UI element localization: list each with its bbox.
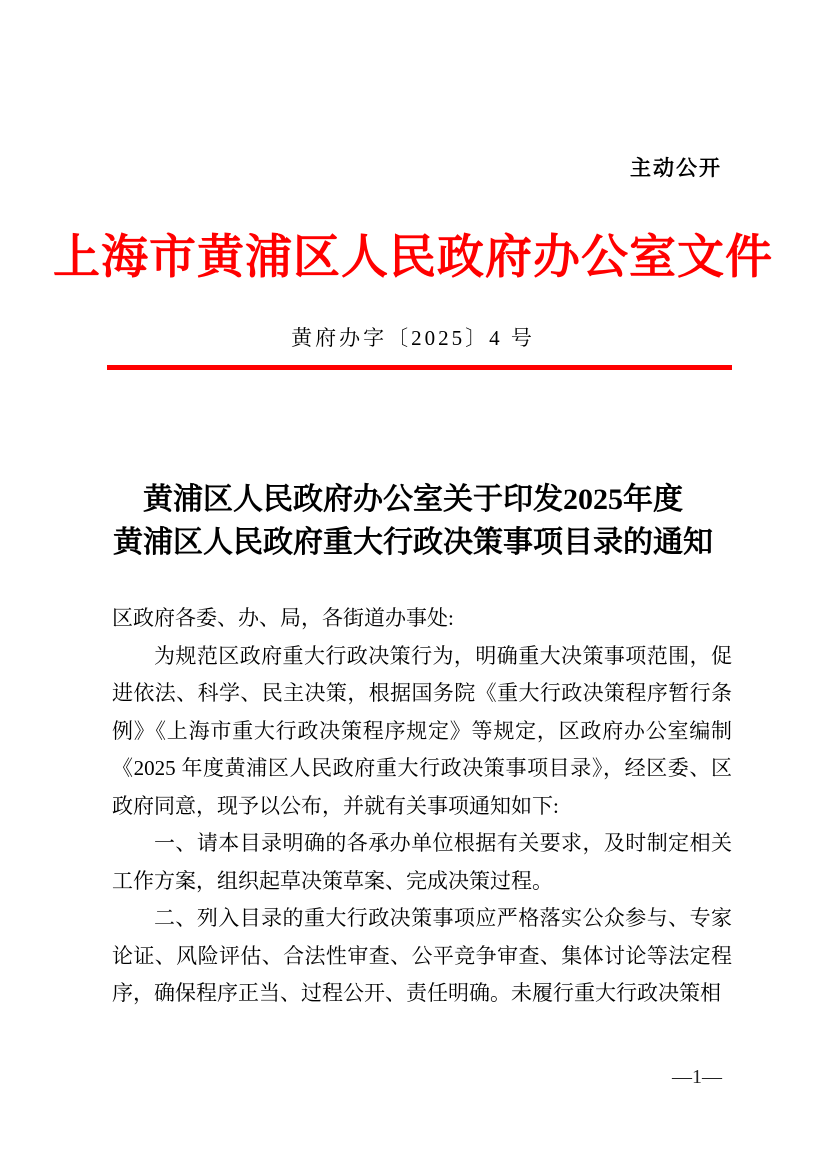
body-paragraph: 一、请本目录明确的各承办单位根据有关要求，及时制定相关工作方案，组织起草决策草案、完成决策过程。 xyxy=(112,831,732,893)
body-paragraph: 二、列入目录的重大行政决策事项应严格落实公众参与、专家论证、风险评估、合法性审查、公平竞争审查、集体讨论等法定程序，确保程序正当、过程公开、责任明确。未履行重大行政决策相 xyxy=(112,906,732,1005)
masthead-title: 上海市黄浦区人民政府办公室文件 xyxy=(53,232,773,284)
salutation-line: 区政府各委、办、局，各街道办事处: xyxy=(112,606,454,630)
classification-marking: 主动公开 xyxy=(630,156,722,180)
document-body xyxy=(112,600,732,1013)
document-title-line1: 黄浦区人民政府办公室关于印发2025年度 xyxy=(143,483,683,516)
document-title xyxy=(0,478,826,564)
document-title-line2: 黄浦区人民政府重大行政决策事项目录的通知 xyxy=(113,526,713,559)
document-number: 黄府办字〔2025〕4 号 xyxy=(291,326,535,350)
red-divider-rule xyxy=(107,365,732,370)
body-paragraph: 为规范区政府重大行政决策行为，明确重大决策事项范围，促进依法、科学、民主决策，根据国务院《重大行政决策程序暂行条例》《上海市重大行政决策程序规定》等规定，区政府办公室编制《2025 年度黄浦区人民政府重大行政决策事项目录》，经区委、区政府同意，现予以公布，并就有关事项通知如下: xyxy=(112,643,732,818)
page-number: —1— xyxy=(672,1066,722,1088)
